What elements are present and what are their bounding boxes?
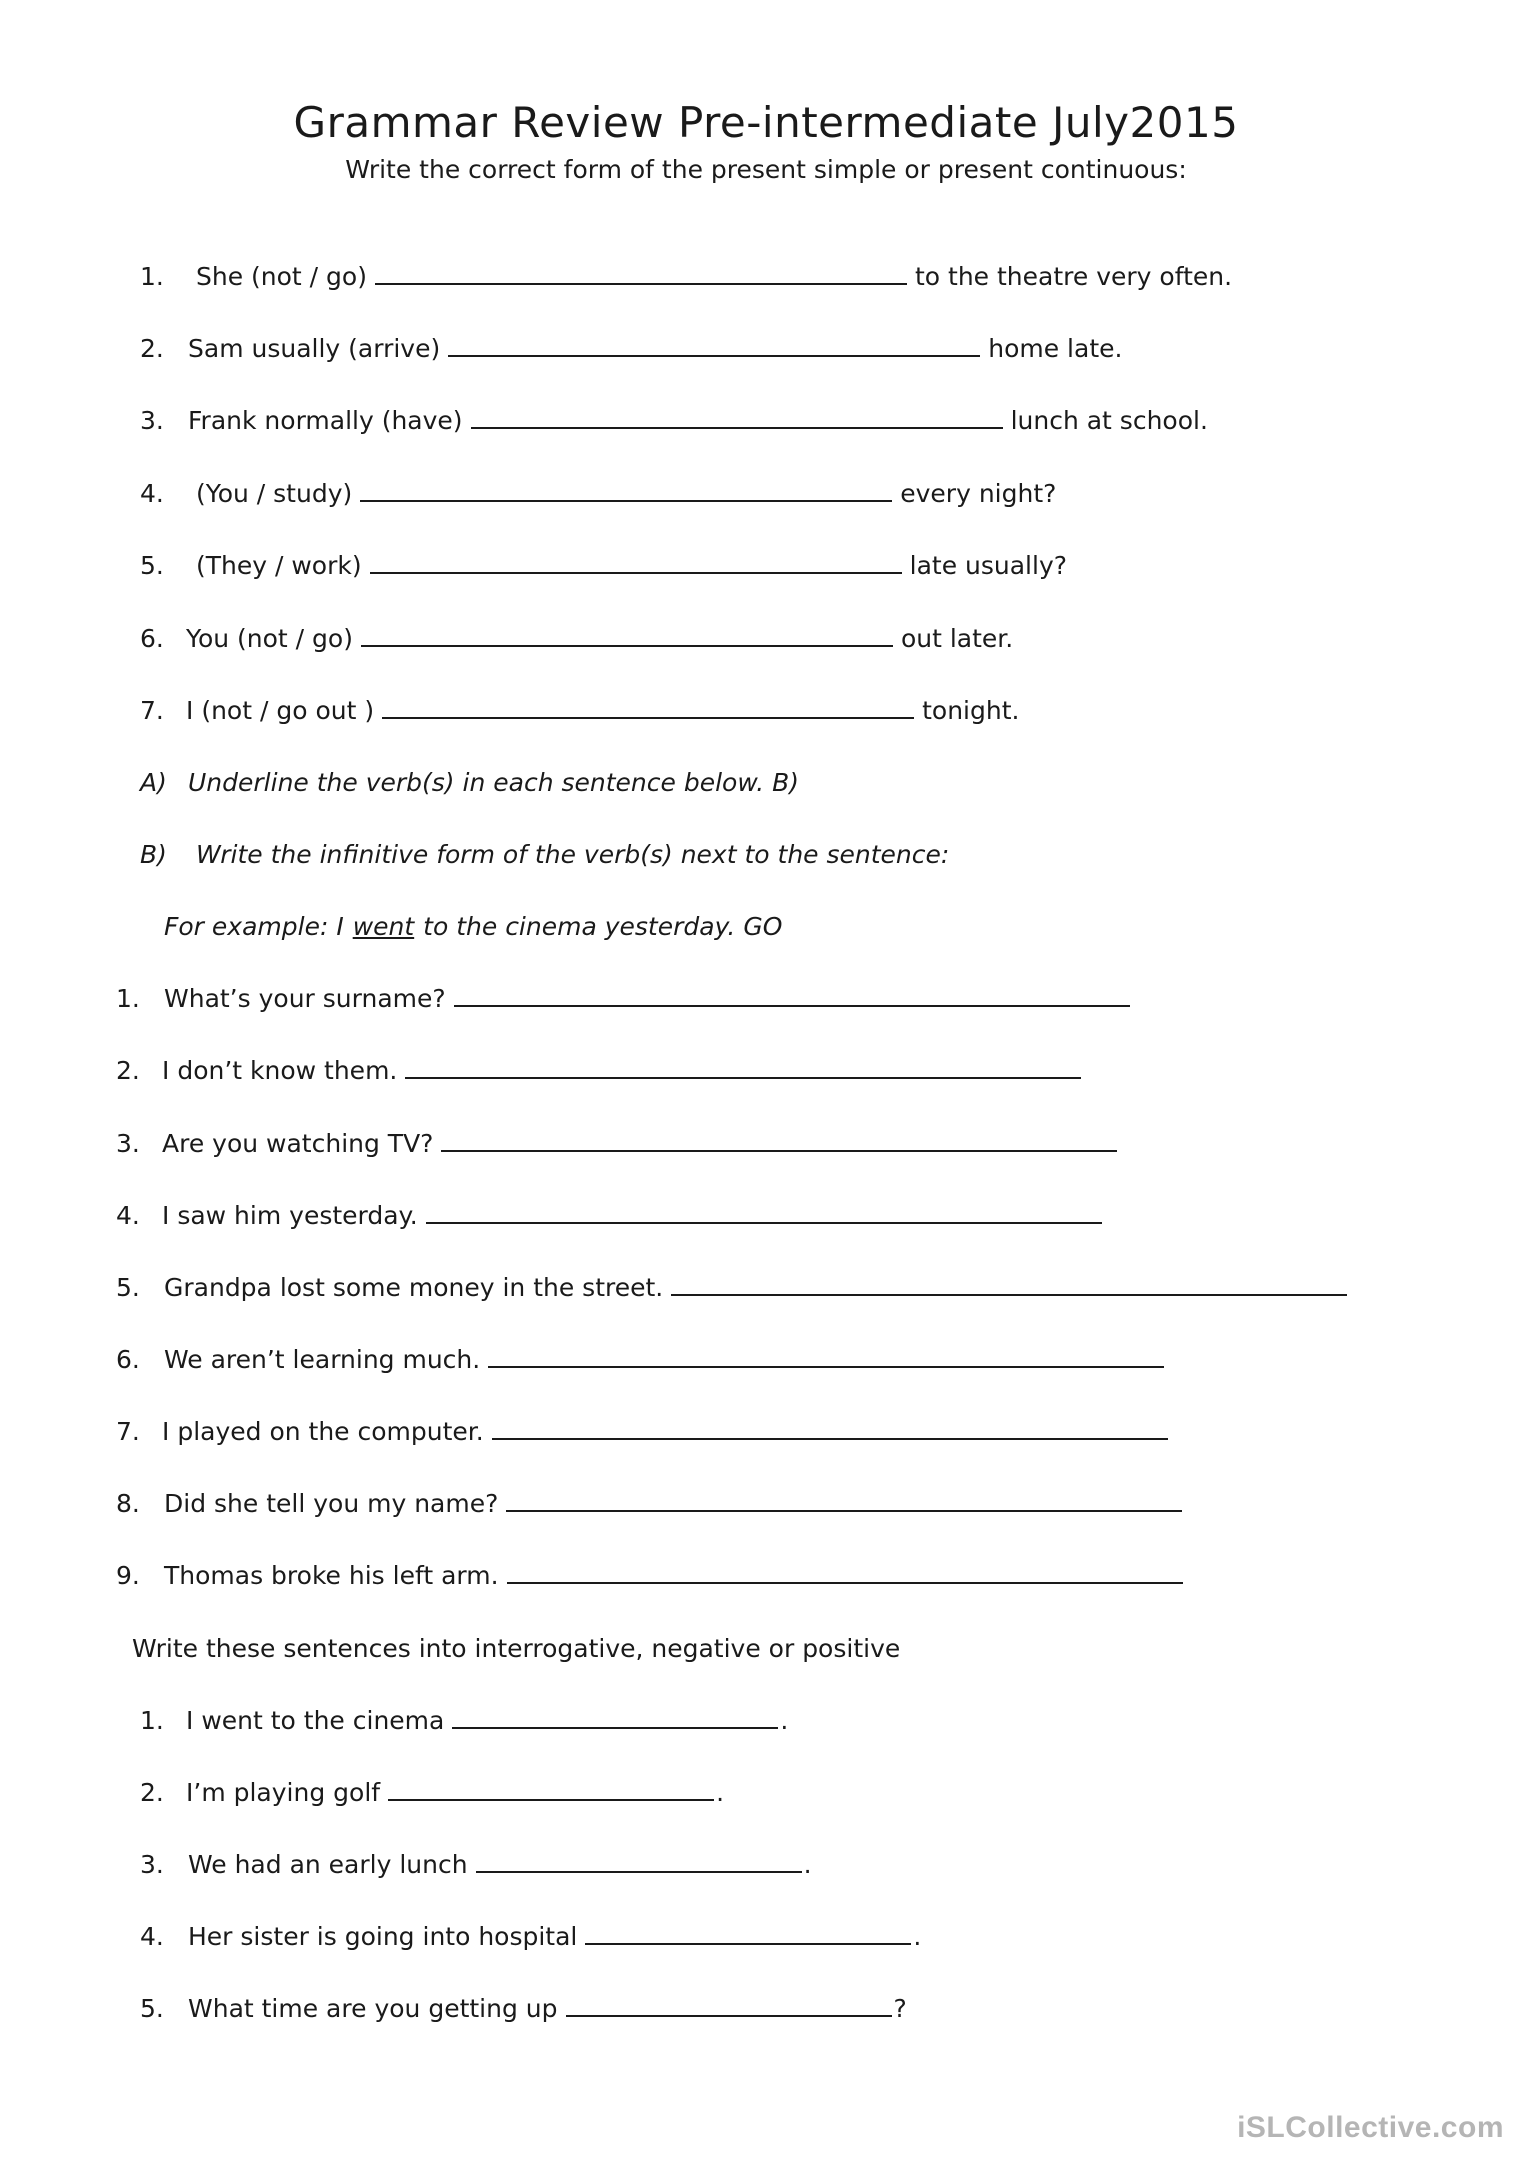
s2-item bbox=[116, 982, 1138, 1016]
instruction-b-text: Write the infinitive form of the verb(s) next to the sentence: bbox=[196, 840, 950, 869]
item-sentence: I don’t know them. bbox=[162, 1056, 398, 1085]
item-number: 4. bbox=[140, 1922, 164, 1951]
answer-blank[interactable] bbox=[360, 480, 892, 502]
item-prompt: (You / study) bbox=[196, 479, 353, 508]
item-sentence: Her sister is going into hospital bbox=[188, 1922, 578, 1951]
s1-item bbox=[140, 404, 1208, 438]
answer-blank[interactable] bbox=[476, 1851, 802, 1873]
item-sentence: Did she tell you my name? bbox=[164, 1489, 499, 1518]
item-continuation: tonight. bbox=[922, 696, 1020, 725]
s2-item bbox=[116, 1487, 1190, 1521]
item-number: 5. bbox=[116, 1273, 140, 1302]
item-sentence: Grandpa lost some money in the street. bbox=[164, 1273, 664, 1302]
item-prompt: Frank normally (have) bbox=[188, 406, 463, 435]
site-watermark: iSLCollective.com bbox=[1237, 2111, 1504, 2144]
item-sentence: We aren’t learning much. bbox=[164, 1345, 481, 1374]
example-line bbox=[164, 910, 782, 944]
s1-item bbox=[140, 694, 1019, 728]
item-prompt: You (not / go) bbox=[186, 624, 353, 653]
item-sentence: I’m playing golf bbox=[186, 1778, 381, 1807]
answer-blank[interactable] bbox=[448, 335, 980, 357]
item-number: 1. bbox=[140, 1706, 164, 1735]
item-prompt: I (not / go out ) bbox=[186, 696, 375, 725]
s1-item bbox=[140, 260, 1232, 294]
s3-item bbox=[140, 1920, 921, 1954]
item-number: 7. bbox=[116, 1417, 140, 1446]
item-end-punct: . bbox=[716, 1778, 725, 1807]
item-number: 1. bbox=[116, 984, 140, 1013]
section3-instruction: Write these sentences into interrogative, negative or positive bbox=[132, 1634, 901, 1663]
item-end-punct: ? bbox=[893, 1994, 907, 2023]
item-number: 2. bbox=[116, 1056, 140, 1085]
item-number: 6. bbox=[116, 1345, 140, 1374]
item-number: 8. bbox=[116, 1489, 140, 1518]
s1-item bbox=[140, 332, 1122, 366]
item-number: 3. bbox=[140, 406, 164, 435]
item-sentence: I saw him yesterday. bbox=[162, 1201, 418, 1230]
item-number: 4. bbox=[140, 479, 164, 508]
item-continuation: lunch at school. bbox=[1010, 406, 1208, 435]
s3-item bbox=[140, 1704, 788, 1738]
answer-blank[interactable] bbox=[405, 1057, 1081, 1079]
item-number: 4. bbox=[116, 1201, 140, 1230]
item-number: 9. bbox=[116, 1561, 140, 1590]
item-sentence: We had an early lunch bbox=[188, 1850, 468, 1879]
item-prompt: She (not / go) bbox=[196, 262, 367, 291]
item-end-punct: . bbox=[780, 1706, 789, 1735]
item-end-punct: . bbox=[913, 1922, 922, 1951]
s2-item bbox=[116, 1127, 1125, 1161]
item-number: 5. bbox=[140, 551, 164, 580]
item-continuation: late usually? bbox=[909, 551, 1068, 580]
item-prompt: Sam usually (arrive) bbox=[188, 334, 441, 363]
page-subtitle: Write the correct form of the present simple or present continuous: bbox=[345, 155, 1187, 184]
answer-blank[interactable] bbox=[566, 1995, 892, 2017]
answer-blank[interactable] bbox=[382, 697, 914, 719]
item-sentence: What’s your surname? bbox=[164, 984, 446, 1013]
s1-item bbox=[140, 622, 1013, 656]
answer-blank[interactable] bbox=[507, 1562, 1183, 1584]
item-number: 3. bbox=[140, 1850, 164, 1879]
answer-blank[interactable] bbox=[471, 407, 1003, 429]
item-sentence: Are you watching TV? bbox=[162, 1129, 434, 1158]
instruction-a bbox=[140, 766, 799, 800]
item-number: 3. bbox=[116, 1129, 140, 1158]
s3-item bbox=[140, 1776, 724, 1810]
answer-blank[interactable] bbox=[506, 1490, 1182, 1512]
item-number: 5. bbox=[140, 1994, 164, 2023]
s1-item bbox=[140, 549, 1067, 583]
item-continuation: home late. bbox=[988, 334, 1123, 363]
answer-blank[interactable] bbox=[452, 1707, 778, 1729]
item-end-punct: . bbox=[803, 1850, 812, 1879]
item-number: 7. bbox=[140, 696, 164, 725]
s2-item bbox=[116, 1199, 1110, 1233]
item-number: 2. bbox=[140, 334, 164, 363]
answer-blank[interactable] bbox=[671, 1274, 1347, 1296]
answer-blank[interactable] bbox=[370, 552, 902, 574]
item-number: 2. bbox=[140, 1778, 164, 1807]
example-underlined-verb: went bbox=[352, 912, 415, 941]
instruction-a-text: Underline the verb(s) in each sentence below. B) bbox=[188, 768, 799, 797]
answer-blank[interactable] bbox=[426, 1202, 1102, 1224]
s2-item bbox=[116, 1559, 1191, 1593]
item-sentence: What time are you getting up bbox=[188, 1994, 558, 2023]
s1-item bbox=[140, 477, 1056, 511]
item-prompt: (They / work) bbox=[196, 551, 362, 580]
example-prefix: For example: I bbox=[164, 912, 344, 941]
item-sentence: Thomas broke his left arm. bbox=[164, 1561, 499, 1590]
instruction-a-label: A) bbox=[140, 768, 167, 797]
example-suffix: to the cinema yesterday. GO bbox=[423, 912, 783, 941]
answer-blank[interactable] bbox=[492, 1418, 1168, 1440]
answer-blank[interactable] bbox=[441, 1130, 1117, 1152]
answer-blank[interactable] bbox=[585, 1923, 911, 1945]
item-number: 6. bbox=[140, 624, 164, 653]
item-continuation: out later. bbox=[900, 624, 1014, 653]
s2-item bbox=[116, 1054, 1089, 1088]
item-continuation: every night? bbox=[900, 479, 1057, 508]
item-sentence: I played on the computer. bbox=[162, 1417, 484, 1446]
item-continuation: to the theatre very often. bbox=[914, 262, 1233, 291]
answer-blank[interactable] bbox=[488, 1346, 1164, 1368]
s2-item bbox=[116, 1343, 1172, 1377]
instruction-b-label: B) bbox=[140, 840, 167, 869]
answer-blank[interactable] bbox=[375, 263, 907, 285]
s3-item bbox=[140, 1848, 812, 1882]
instruction-b bbox=[140, 838, 949, 872]
s2-item bbox=[116, 1415, 1176, 1449]
item-sentence: I went to the cinema bbox=[186, 1706, 445, 1735]
s3-item bbox=[140, 1992, 907, 2026]
page-title: Grammar Review Pre-intermediate July2015 bbox=[293, 98, 1239, 147]
answer-blank[interactable] bbox=[388, 1779, 714, 1801]
item-number: 1. bbox=[140, 262, 164, 291]
s2-item bbox=[116, 1271, 1355, 1305]
answer-blank[interactable] bbox=[361, 625, 893, 647]
answer-blank[interactable] bbox=[454, 985, 1130, 1007]
